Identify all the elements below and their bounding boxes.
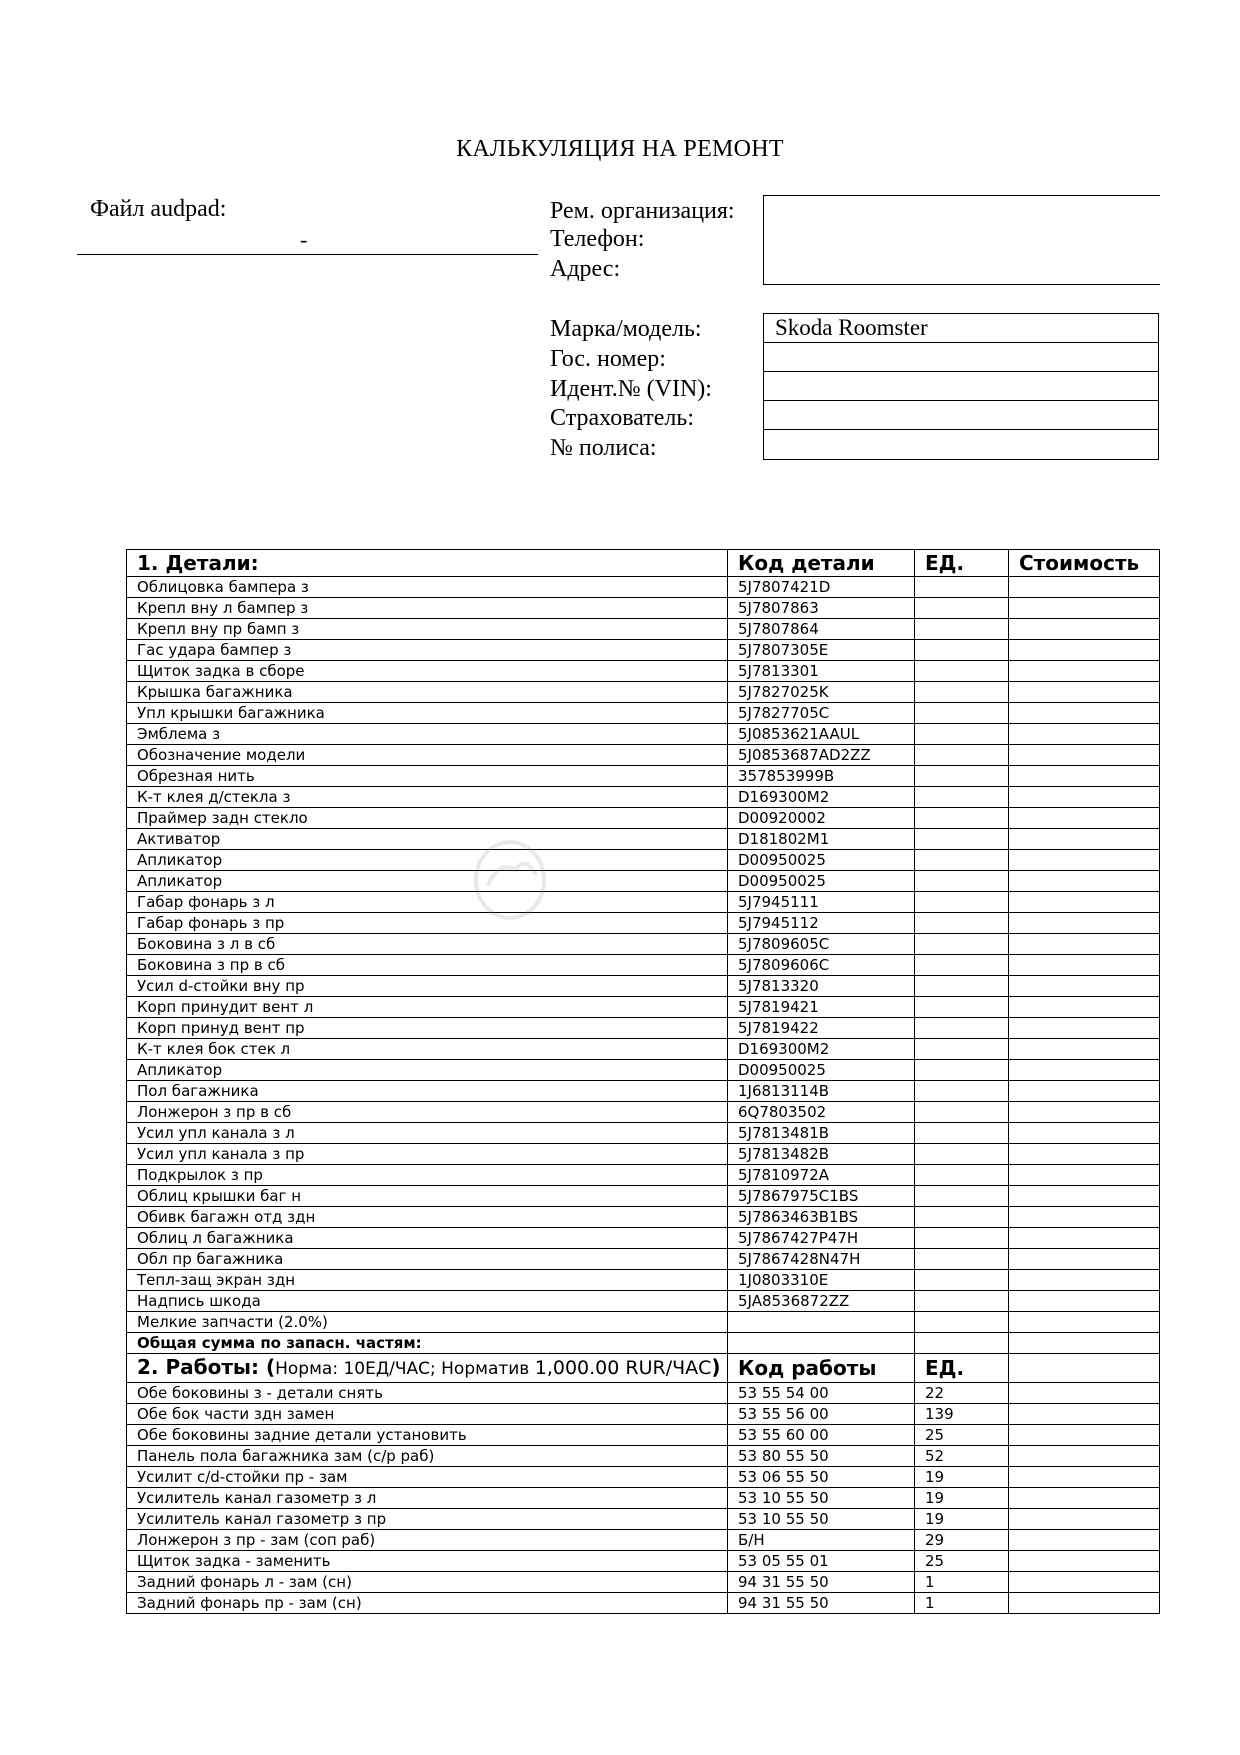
part-name: Щиток задка в сборе xyxy=(127,661,728,682)
vehicle-info-box xyxy=(763,313,1159,460)
work-name: Усилитель канал газометр з л xyxy=(127,1488,728,1509)
work-cost xyxy=(1009,1383,1160,1404)
part-cost xyxy=(1009,850,1160,871)
part-name: Крепл вну л бампер з xyxy=(127,598,728,619)
work-name: Задний фонарь пр - зам (сн) xyxy=(127,1593,728,1614)
parts-row xyxy=(127,892,1160,913)
part-unit xyxy=(915,829,1009,850)
works-row xyxy=(127,1509,1160,1530)
parts-row xyxy=(127,850,1160,871)
parts-row xyxy=(127,1291,1160,1312)
work-units: 19 xyxy=(915,1467,1009,1488)
parts-row xyxy=(127,1207,1160,1228)
parts-row xyxy=(127,1102,1160,1123)
small-parts-cost xyxy=(1009,1312,1160,1333)
part-code: 5J7807863 xyxy=(728,598,915,619)
work-code: 53 55 54 00 xyxy=(728,1383,915,1404)
part-code: 5JA8536872ZZ xyxy=(728,1291,915,1312)
work-code: 53 06 55 50 xyxy=(728,1467,915,1488)
work-cost xyxy=(1009,1551,1160,1572)
part-name: Обивк багажн отд здн xyxy=(127,1207,728,1228)
parts-row xyxy=(127,997,1160,1018)
work-units: 29 xyxy=(915,1530,1009,1551)
parts-row xyxy=(127,745,1160,766)
part-cost xyxy=(1009,577,1160,598)
part-unit xyxy=(915,745,1009,766)
parts-row xyxy=(127,1165,1160,1186)
part-unit xyxy=(915,766,1009,787)
parts-row xyxy=(127,1060,1160,1081)
works-header-prefix: 2. Работы: ( xyxy=(137,1355,276,1379)
parts-header-unit: ЕД. xyxy=(915,550,1009,577)
part-code: 5J7867427P47H xyxy=(728,1228,915,1249)
part-unit xyxy=(915,913,1009,934)
part-cost xyxy=(1009,1186,1160,1207)
part-unit xyxy=(915,1018,1009,1039)
part-code: 5J0853621AAUL xyxy=(728,724,915,745)
part-cost xyxy=(1009,997,1160,1018)
works-header-row xyxy=(127,1354,1160,1383)
work-code: 53 55 56 00 xyxy=(728,1404,915,1425)
work-name: Панель пола багажника зам (с/р раб) xyxy=(127,1446,728,1467)
part-cost xyxy=(1009,1018,1160,1039)
part-code: D169300M2 xyxy=(728,787,915,808)
work-units: 1 xyxy=(915,1572,1009,1593)
work-code: 53 10 55 50 xyxy=(728,1488,915,1509)
part-unit xyxy=(915,724,1009,745)
work-code: 94 31 55 50 xyxy=(728,1572,915,1593)
work-units: 19 xyxy=(915,1488,1009,1509)
part-code: 5J7819421 xyxy=(728,997,915,1018)
parts-row xyxy=(127,829,1160,850)
work-units: 25 xyxy=(915,1551,1009,1572)
part-unit xyxy=(915,1207,1009,1228)
part-unit xyxy=(915,1228,1009,1249)
parts-row xyxy=(127,934,1160,955)
part-code: 5J0853687AD2ZZ xyxy=(728,745,915,766)
file-label: Файл audpad: xyxy=(90,196,227,222)
part-cost xyxy=(1009,703,1160,724)
part-unit xyxy=(915,976,1009,997)
work-units: 139 xyxy=(915,1404,1009,1425)
plate-value xyxy=(764,343,1158,372)
part-code: D00920002 xyxy=(728,808,915,829)
part-name: Активатор xyxy=(127,829,728,850)
part-cost xyxy=(1009,1228,1160,1249)
part-name: Боковина з л в сб xyxy=(127,934,728,955)
works-header-cost xyxy=(1009,1354,1160,1383)
part-unit xyxy=(915,871,1009,892)
work-cost xyxy=(1009,1530,1160,1551)
part-code: 5J7809605C xyxy=(728,934,915,955)
work-name: Обе бок части здн замен xyxy=(127,1404,728,1425)
part-cost xyxy=(1009,913,1160,934)
works-header-unit: ЕД. xyxy=(915,1354,1009,1383)
parts-row xyxy=(127,1039,1160,1060)
part-name: Обрезная нить xyxy=(127,766,728,787)
part-code: D181802M1 xyxy=(728,829,915,850)
policy-value xyxy=(764,430,1158,459)
parts-row xyxy=(127,640,1160,661)
work-code: 53 55 60 00 xyxy=(728,1425,915,1446)
calculation-table xyxy=(126,549,1160,1614)
part-name: Лонжерон з пр в сб xyxy=(127,1102,728,1123)
part-code: 5J7945112 xyxy=(728,913,915,934)
work-name: Обе боковины з - детали снять xyxy=(127,1383,728,1404)
part-cost xyxy=(1009,1291,1160,1312)
vin-value xyxy=(764,372,1158,401)
part-name: Корп принуд вент пр xyxy=(127,1018,728,1039)
work-cost xyxy=(1009,1509,1160,1530)
work-cost xyxy=(1009,1446,1160,1467)
part-name: Обл пр багажника xyxy=(127,1249,728,1270)
part-name: Апликатор xyxy=(127,871,728,892)
work-name: Задний фонарь л - зам (сн) xyxy=(127,1572,728,1593)
part-code: 5J7945111 xyxy=(728,892,915,913)
works-row xyxy=(127,1425,1160,1446)
part-code: 5J7827025K xyxy=(728,682,915,703)
part-code: 5J7807421D xyxy=(728,577,915,598)
work-name: Усилит c/d-стойки пр - зам xyxy=(127,1467,728,1488)
part-code: 5J7809606C xyxy=(728,955,915,976)
parts-total-unit xyxy=(915,1333,1009,1354)
part-unit xyxy=(915,1144,1009,1165)
parts-row xyxy=(127,955,1160,976)
work-code: Б/Н xyxy=(728,1530,915,1551)
work-code: 94 31 55 50 xyxy=(728,1593,915,1614)
part-unit xyxy=(915,682,1009,703)
part-code: 5J7813301 xyxy=(728,661,915,682)
part-unit xyxy=(915,955,1009,976)
part-code: 1J0803310E xyxy=(728,1270,915,1291)
part-code: 5J7807305E xyxy=(728,640,915,661)
work-code: 53 80 55 50 xyxy=(728,1446,915,1467)
phone-label: Телефон: xyxy=(550,226,645,252)
parts-header-code: Код детали xyxy=(728,550,915,577)
works-row xyxy=(127,1551,1160,1572)
part-unit xyxy=(915,703,1009,724)
part-cost xyxy=(1009,745,1160,766)
part-code: D169300M2 xyxy=(728,1039,915,1060)
work-units: 19 xyxy=(915,1509,1009,1530)
part-unit xyxy=(915,1291,1009,1312)
part-name: Габар фонарь з л xyxy=(127,892,728,913)
part-name: Надпись шкода xyxy=(127,1291,728,1312)
part-name: Усил упл канала з пр xyxy=(127,1144,728,1165)
repair-org-label: Рем. организация: xyxy=(550,198,735,224)
part-name: Усил упл канала з л xyxy=(127,1123,728,1144)
part-name: Обозначение модели xyxy=(127,745,728,766)
file-value: - xyxy=(300,227,308,252)
part-name: Пол багажника xyxy=(127,1081,728,1102)
parts-row xyxy=(127,619,1160,640)
part-code: D00950025 xyxy=(728,871,915,892)
part-name: Боковина з пр в сб xyxy=(127,955,728,976)
part-name: Усил d-стойки вну пр xyxy=(127,976,728,997)
part-cost xyxy=(1009,1144,1160,1165)
work-cost xyxy=(1009,1404,1160,1425)
part-cost xyxy=(1009,682,1160,703)
part-name: Облиц крышки баг н xyxy=(127,1186,728,1207)
parts-row xyxy=(127,766,1160,787)
insurer-value xyxy=(764,401,1158,430)
repair-org-box xyxy=(763,195,1160,285)
parts-row xyxy=(127,1018,1160,1039)
part-unit xyxy=(915,1060,1009,1081)
part-unit xyxy=(915,787,1009,808)
part-cost xyxy=(1009,1123,1160,1144)
part-unit xyxy=(915,934,1009,955)
work-code: 53 05 55 01 xyxy=(728,1551,915,1572)
parts-row xyxy=(127,682,1160,703)
works-header-suffix: ) xyxy=(711,1355,721,1379)
small-parts-unit xyxy=(915,1312,1009,1333)
parts-row xyxy=(127,1228,1160,1249)
work-cost xyxy=(1009,1425,1160,1446)
part-unit xyxy=(915,850,1009,871)
part-name: Подкрылок з пр xyxy=(127,1165,728,1186)
works-header-norm: Норма: 10ЕД/ЧАС; Норматив xyxy=(275,1359,535,1379)
part-cost xyxy=(1009,787,1160,808)
works-row xyxy=(127,1530,1160,1551)
work-cost xyxy=(1009,1572,1160,1593)
model-label: Марка/модель: xyxy=(550,316,702,342)
work-cost xyxy=(1009,1467,1160,1488)
works-row xyxy=(127,1446,1160,1467)
work-cost xyxy=(1009,1593,1160,1614)
works-row xyxy=(127,1383,1160,1404)
part-name: Облиц л багажника xyxy=(127,1228,728,1249)
part-cost xyxy=(1009,640,1160,661)
parts-row xyxy=(127,577,1160,598)
part-unit xyxy=(915,892,1009,913)
parts-row xyxy=(127,1123,1160,1144)
work-units: 22 xyxy=(915,1383,1009,1404)
part-cost xyxy=(1009,892,1160,913)
parts-row xyxy=(127,913,1160,934)
part-unit xyxy=(915,997,1009,1018)
part-cost xyxy=(1009,724,1160,745)
parts-total-row xyxy=(127,1333,1160,1354)
part-code: 5J7827705C xyxy=(728,703,915,724)
part-code: 5J7863463B1BS xyxy=(728,1207,915,1228)
part-name: К-т клея д/стекла з xyxy=(127,787,728,808)
work-name: Лонжерон з пр - зам (соп раб) xyxy=(127,1530,728,1551)
part-cost xyxy=(1009,1207,1160,1228)
parts-row xyxy=(127,661,1160,682)
part-code: D00950025 xyxy=(728,1060,915,1081)
parts-header-cost: Стоимость xyxy=(1009,550,1160,577)
parts-row xyxy=(127,976,1160,997)
parts-row xyxy=(127,871,1160,892)
works-row xyxy=(127,1593,1160,1614)
vin-label: Идент.№ (VIN): xyxy=(550,376,712,402)
work-code: 53 10 55 50 xyxy=(728,1509,915,1530)
part-cost xyxy=(1009,661,1160,682)
work-units: 25 xyxy=(915,1425,1009,1446)
works-header-rate: 1,000.00 RUR/ЧАС xyxy=(534,1357,712,1379)
part-name: Апликатор xyxy=(127,1060,728,1081)
part-code: 5J7810972A xyxy=(728,1165,915,1186)
parts-total-code xyxy=(728,1333,915,1354)
work-name: Усилитель канал газометр з пр xyxy=(127,1509,728,1530)
part-cost xyxy=(1009,955,1160,976)
part-code: 5J7813320 xyxy=(728,976,915,997)
part-unit xyxy=(915,1270,1009,1291)
part-cost xyxy=(1009,1039,1160,1060)
part-cost xyxy=(1009,1081,1160,1102)
part-unit xyxy=(915,1039,1009,1060)
part-code: 6Q7803502 xyxy=(728,1102,915,1123)
part-unit xyxy=(915,1102,1009,1123)
part-cost xyxy=(1009,976,1160,997)
parts-row xyxy=(127,808,1160,829)
part-cost xyxy=(1009,829,1160,850)
part-unit xyxy=(915,1186,1009,1207)
work-cost xyxy=(1009,1488,1160,1509)
model-value: Skoda Roomster xyxy=(764,314,1158,343)
works-row xyxy=(127,1572,1160,1593)
part-code: 5J7813482B xyxy=(728,1144,915,1165)
part-name: Облицовка бампера з xyxy=(127,577,728,598)
work-name: Щиток задка - заменить xyxy=(127,1551,728,1572)
small-parts-row xyxy=(127,1312,1160,1333)
part-unit xyxy=(915,1249,1009,1270)
part-name: Гас удара бампер з xyxy=(127,640,728,661)
part-name: Тепл-защ экран здн xyxy=(127,1270,728,1291)
part-cost xyxy=(1009,871,1160,892)
works-row xyxy=(127,1404,1160,1425)
work-units: 1 xyxy=(915,1593,1009,1614)
part-name: Апликатор xyxy=(127,850,728,871)
part-cost xyxy=(1009,808,1160,829)
part-code: 5J7807864 xyxy=(728,619,915,640)
part-code: 1J6813114B xyxy=(728,1081,915,1102)
part-cost xyxy=(1009,598,1160,619)
part-code: 5J7819422 xyxy=(728,1018,915,1039)
part-unit xyxy=(915,808,1009,829)
file-underline xyxy=(77,254,538,255)
parts-row xyxy=(127,1249,1160,1270)
small-parts-label: Мелкие запчасти (2.0%) xyxy=(127,1312,728,1333)
part-cost xyxy=(1009,1060,1160,1081)
part-cost xyxy=(1009,1270,1160,1291)
parts-row xyxy=(127,1186,1160,1207)
parts-row xyxy=(127,787,1160,808)
plate-label: Гос. номер: xyxy=(550,346,666,372)
parts-total-label: Общая сумма по запасн. частям: xyxy=(127,1333,728,1354)
insurer-label: Страхователь: xyxy=(550,405,694,431)
part-unit xyxy=(915,1123,1009,1144)
part-name: Праймер задн стекло xyxy=(127,808,728,829)
parts-header-row xyxy=(127,550,1160,577)
parts-row xyxy=(127,1081,1160,1102)
part-name: Крышка багажника xyxy=(127,682,728,703)
part-unit xyxy=(915,661,1009,682)
part-cost xyxy=(1009,766,1160,787)
part-code: 5J7813481B xyxy=(728,1123,915,1144)
part-unit xyxy=(915,598,1009,619)
part-cost xyxy=(1009,1165,1160,1186)
parts-total-cost xyxy=(1009,1333,1160,1354)
part-name: Корп принудит вент л xyxy=(127,997,728,1018)
part-name: Крепл вну пр бамп з xyxy=(127,619,728,640)
work-name: Обе боковины задние детали установить xyxy=(127,1425,728,1446)
part-cost xyxy=(1009,619,1160,640)
parts-header-name: 1. Детали: xyxy=(127,550,728,577)
document-title: КАЛЬКУЛЯЦИЯ НА РЕМОНТ xyxy=(456,136,784,162)
parts-row xyxy=(127,724,1160,745)
works-header-code: Код работы xyxy=(728,1354,915,1383)
parts-row xyxy=(127,1144,1160,1165)
parts-row xyxy=(127,598,1160,619)
part-unit xyxy=(915,577,1009,598)
part-cost xyxy=(1009,934,1160,955)
works-row xyxy=(127,1467,1160,1488)
policy-label: № полиса: xyxy=(550,435,657,461)
work-units: 52 xyxy=(915,1446,1009,1467)
part-code: 357853999B xyxy=(728,766,915,787)
part-name: Габар фонарь з пр xyxy=(127,913,728,934)
part-code: D00950025 xyxy=(728,850,915,871)
part-name: Упл крышки багажника xyxy=(127,703,728,724)
part-unit xyxy=(915,619,1009,640)
part-code: 5J7867975C1BS xyxy=(728,1186,915,1207)
part-unit xyxy=(915,1165,1009,1186)
part-name: К-т клея бок стек л xyxy=(127,1039,728,1060)
part-cost xyxy=(1009,1102,1160,1123)
parts-row xyxy=(127,1270,1160,1291)
works-row xyxy=(127,1488,1160,1509)
small-parts-code xyxy=(728,1312,915,1333)
part-cost xyxy=(1009,1249,1160,1270)
part-code: 5J7867428N47H xyxy=(728,1249,915,1270)
part-name: Эмблема з xyxy=(127,724,728,745)
address-label: Адрес: xyxy=(550,256,621,282)
part-unit xyxy=(915,1081,1009,1102)
parts-row xyxy=(127,703,1160,724)
part-unit xyxy=(915,640,1009,661)
works-header-title xyxy=(127,1354,728,1383)
